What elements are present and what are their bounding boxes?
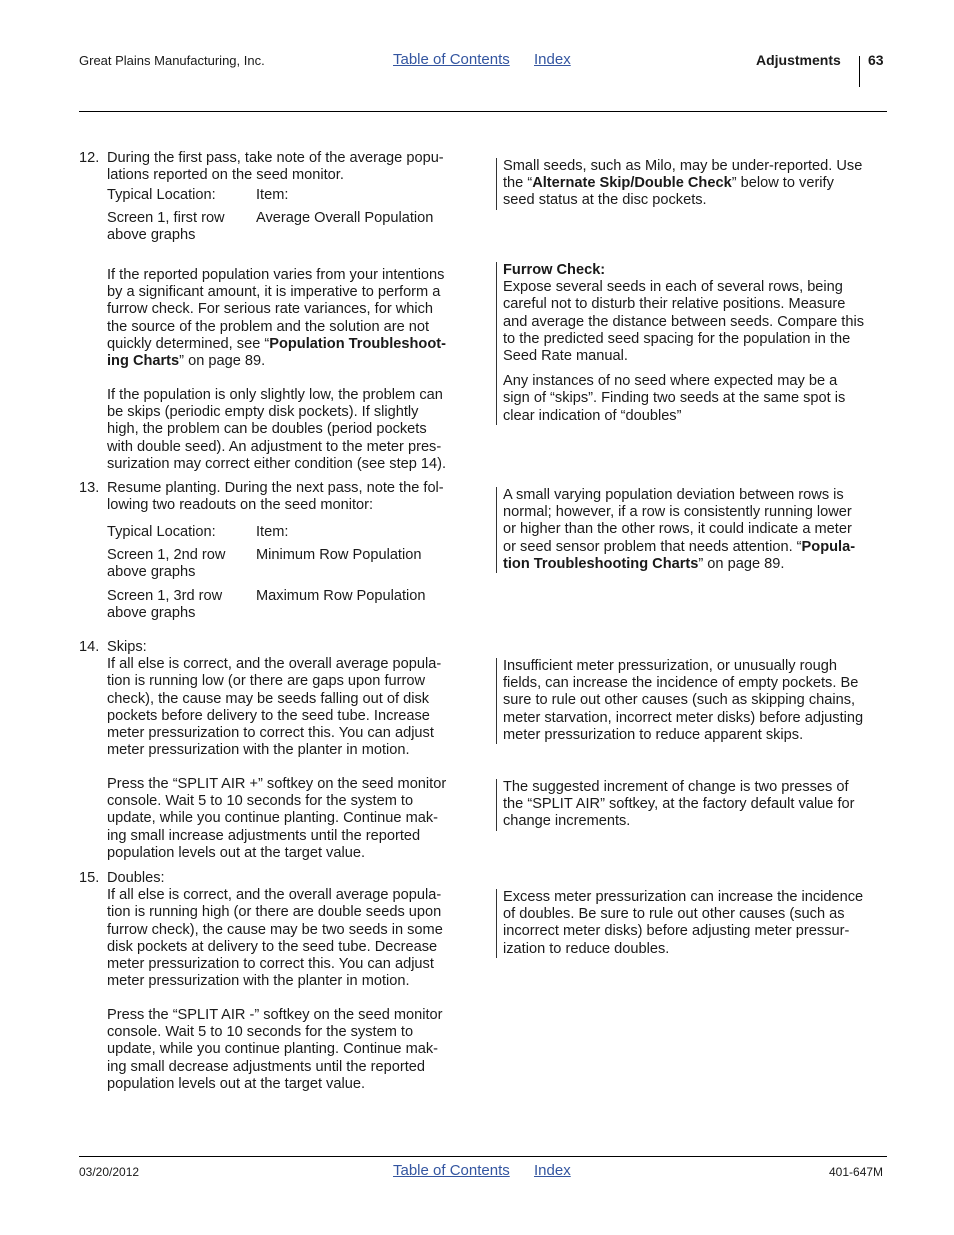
- side-note-furrow-check: Furrow Check: Expose several seeds in each of several rows, being careful not to disturb their relative positions. Measure and average the distance between seeds. Compare this to the predicted seed spacing for the population in the Seed Rate manual. Any instances of no seed where expected may be a sign of “skips”. Finding two seeds at the same spot is clear indication of “doubles”: [496, 262, 893, 425]
- header-toc-link[interactable]: Table of Contents: [393, 51, 510, 68]
- side-note-increment: The suggested increment of change is two presses of the “SPLIT AIR” softkey, at the factory default value for change increments.: [496, 779, 893, 831]
- step-number: 13.: [79, 480, 100, 496]
- location-cell: Screen 1, 2nd row above graphs: [107, 547, 226, 581]
- side-note-doubles: Excess meter pressurization can increase the incidence of doubles. Be sure to rule out other causes (such as incorrect meter disks) before adjusting meter pressur- ization to reduce doubles.: [496, 889, 893, 958]
- document-number: 401-647M: [829, 1165, 884, 1179]
- furrow-check-title: Furrow Check:: [503, 262, 606, 278]
- step-title: Skips:: [107, 639, 147, 655]
- step-15: Doubles: If all else is correct, and the overall average popula- tion is running high (or there are double seeds upon furrow check), the cause may be two seeds in some disk pockets at delivery to the seed tube. Decrease meter pressurization to correct this. You can adjust meter pressurization with the planter in motion.: [107, 870, 477, 990]
- step-text-line: lations reported on the seed monitor.: [107, 167, 344, 184]
- footer-rule: [79, 1156, 887, 1157]
- location-cell: Screen 1, first row above graphs: [107, 210, 225, 244]
- step-13: Resume planting. During the next pass, note the fol- lowing two readouts on the seed monitor:: [107, 480, 444, 514]
- item-header: Item:: [256, 187, 289, 203]
- paragraph: If the population is only slightly low, the problem can be skips (periodic empty disk pockets). If slightly high, the problem can be doubles (period pockets with double seed). An adjustment to the meter pres- surization may correct either condition (see step 14).: [107, 387, 447, 472]
- step-14: Skips: If all else is correct, and the overall average popula- tion is running low (or there are gaps upon furrow check), the cause may be seeds falling out of disk pockets before delivery to the seed tube. Increase meter pressurization to correct this. You can adjust meter pressurization with the planter in motion.: [107, 639, 477, 759]
- header-divider: [859, 56, 860, 87]
- section-title: Adjustments: [756, 52, 841, 68]
- location-cell: Screen 1, 3rd row above graphs: [107, 588, 223, 622]
- item-header: Item:: [256, 524, 289, 540]
- step-title: Doubles:: [107, 870, 165, 886]
- company-name: Great Plains Manufacturing, Inc.: [79, 53, 265, 68]
- side-note-row-deviation: A small varying population deviation between rows is normal; however, if a row is consistently running lower or higher than the other rows, it could indicate a meter or seed sensor problem that needs attention. “Popula- tion Troubleshooting Charts” on page 89.: [496, 487, 893, 573]
- side-note-skips: Insufficient meter pressurization, or unusually rough fields, can increase the incidence of empty pockets. Be sure to rule out other causes (such as skipping chains, meter starvation, incorrect meter disks) before adjusting meter pressurization to reduce apparent skips.: [496, 658, 893, 744]
- item-cell: Minimum Row Population: [256, 547, 422, 563]
- item-cell: Average Overall Population: [256, 210, 434, 226]
- footer-index-link[interactable]: Index: [534, 1162, 571, 1179]
- side-note-small-seeds: Small seeds, such as Milo, may be under-reported. Use the “Alternate Skip/Double Check” below to verify seed status at the disc pockets.: [496, 158, 893, 210]
- step-number: 14.: [79, 639, 100, 655]
- paragraph: Press the “SPLIT AIR -” softkey on the seed monitor console. Wait 5 to 10 seconds for the system to update, while you continue planting. Continue mak- ing small decrease adjustments until the reported population levels out at the target value.: [107, 1007, 443, 1092]
- page-number: 63: [868, 52, 884, 68]
- footer-date: 03/20/2012: [79, 1165, 140, 1179]
- step-number: 15.: [79, 870, 100, 886]
- step-text-line: During the first pass, take note of the average popu-: [107, 150, 444, 166]
- cross-reference: Population Troubleshoot-: [269, 335, 446, 352]
- header-rule: [79, 111, 887, 112]
- paragraph: If the reported population varies from your intentions by a significant amount, it is imperative to perform a furrow check. For serious rate variances, for which the source of the problem and the solution are not quickly determined, see “Population Troubleshoot- ing Charts” on page 89.: [107, 267, 446, 370]
- paragraph: Press the “SPLIT AIR +” softkey on the seed monitor console. Wait 5 to 10 seconds for the system to update, while you continue planting. Continue mak- ing small increase adjustments until the reported population levels out at the target value.: [107, 776, 447, 861]
- location-header: Typical Location:: [107, 524, 216, 540]
- item-cell: Maximum Row Population: [256, 588, 426, 604]
- header-index-link[interactable]: Index: [534, 51, 571, 68]
- location-header: Typical Location:: [107, 187, 216, 203]
- footer-toc-link[interactable]: Table of Contents: [393, 1162, 510, 1179]
- step-number: 12.: [79, 150, 100, 166]
